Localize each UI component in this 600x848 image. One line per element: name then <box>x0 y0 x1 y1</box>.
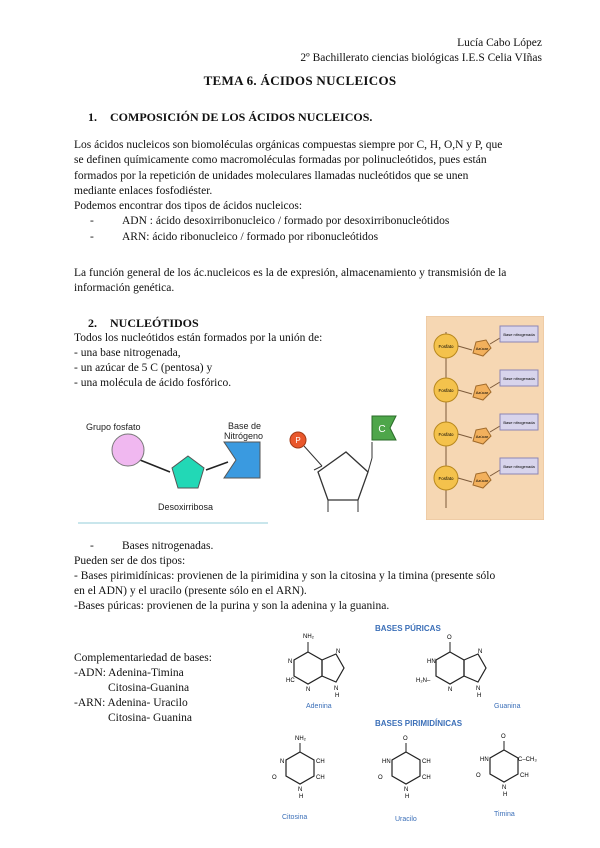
complement-arn-2: Citosina- Guanina <box>108 712 192 724</box>
adenine-h: H <box>335 693 340 699</box>
adenine-n3: N <box>306 687 311 693</box>
type-item-adn: - ADN : ácido desoxirribonucleico / formado por desoxirribonucleótidos <box>90 215 450 228</box>
paragraph-line: información genética. <box>74 282 175 295</box>
thymine-label: Timina <box>494 811 515 818</box>
paragraph-line: Los ácidos nucleicos son biomoléculas orgánicas compuestas siempre por C, H, O,N y P, que <box>74 139 503 151</box>
nucleotide-parts <box>74 331 322 391</box>
type-arn-text: ARN: ácido ribonucleico / formado por ribonucleótidos <box>122 230 379 243</box>
guanine-h2n: H₂N– <box>416 678 431 684</box>
uracil-o2: O <box>378 775 383 781</box>
cytosine-h: H <box>299 794 304 800</box>
cytosine-ch6: CH <box>316 775 325 781</box>
course-info: 2º Bachillerato ciencias biológicas I.E.S Celia VIñas <box>300 52 542 64</box>
uracil-o4: O <box>403 736 408 742</box>
section1-heading: COMPOSICIÓN DE LOS ÁCIDOS NUCLEICOS. <box>110 110 373 124</box>
complement-arn-1: -ARN: Adenina- Uracilo <box>74 697 188 709</box>
author-name: Lucía Cabo López <box>457 37 542 49</box>
cytosine-n: N <box>280 759 285 765</box>
deoxyribose-label: Desoxirribosa <box>158 502 214 512</box>
phosphate-circle <box>112 434 144 466</box>
part-item: - una molécula de ácido fosfórico. <box>74 377 232 389</box>
adenine-nh2: NH₂ <box>303 634 314 640</box>
cytosine-o: O <box>272 775 277 781</box>
base-label: Base nitrogenada <box>503 376 535 381</box>
guanine-n3: N <box>448 687 453 693</box>
purine-line: -Bases púricas: provienen de la purina y son la adenina y la guanina. <box>74 600 390 612</box>
adenine-hc: HC <box>286 678 295 684</box>
adenine-n7: N <box>336 649 341 655</box>
sugar-label: Azúcar <box>475 346 489 351</box>
cytosine-structure <box>272 736 325 821</box>
pyrimidines-title: BASES PIRIMIDÍNICAS <box>375 719 463 728</box>
part-item: - un azúcar de 5 C (pentosa) y <box>74 362 213 374</box>
guanine-n7: N <box>478 649 483 655</box>
guanine-h: H <box>477 693 482 699</box>
phosphate-label: Fosfato <box>438 344 454 349</box>
bases-item-text: Bases nitrogenadas. <box>122 540 214 552</box>
cytosine-ch5: CH <box>316 759 325 765</box>
phosphate-label: Fosfato <box>438 476 454 481</box>
base-label: Base nitrogenada <box>503 420 535 425</box>
p-letter: P <box>295 436 301 445</box>
guanine-n9: N <box>476 686 481 692</box>
paragraph-line: mediante enlaces fosfodiéster. <box>74 184 213 197</box>
pentose-ring <box>318 452 368 500</box>
base-label: Base nitrogenada <box>503 332 535 337</box>
complement-title: Complementariedad de bases: <box>74 652 212 664</box>
uracil-hn: HN <box>382 759 391 765</box>
function-paragraph <box>74 266 534 297</box>
complementarity <box>74 651 212 726</box>
nucleotide-sketch <box>284 412 414 520</box>
base-label-line1: Base de <box>228 421 262 431</box>
type-item-arn: - ARN: ácido ribonucleico / formado por ribonucleótidos <box>90 230 379 243</box>
uracil-label: Uracilo <box>395 816 417 823</box>
bases-description <box>74 554 534 614</box>
phosphate-group-label: Grupo fosfato <box>86 422 141 432</box>
phosphate-label: Fosfato <box>438 432 454 437</box>
nucleotide-components-diagram <box>78 412 268 524</box>
cytosine-nh2: NH₂ <box>295 736 306 742</box>
section2-heading: NUCLEÓTIDOS <box>110 316 199 330</box>
section1-number: 1. <box>88 110 97 124</box>
complement-adn-1: -ADN: Adenina-Timina <box>74 667 184 679</box>
paragraph-line: La función general de los ác.nucleicos es la de expresión, almacenamiento y transmisión de la <box>74 267 507 279</box>
section1-paragraph <box>74 138 534 245</box>
pyrimidine-line: en el ADN) y el uracilo (presente sólo en el ARN). <box>74 585 307 597</box>
phosphate-label: Fosfato <box>438 388 454 393</box>
thymine-hn: HN <box>480 757 489 763</box>
adenine-n1: N <box>288 659 293 665</box>
complement-adn-2: Citosina-Guanina <box>108 682 190 694</box>
section2-number: 2. <box>88 316 97 330</box>
uracil-n1: N <box>404 787 409 793</box>
base-label-line2: Nitrógeno <box>224 431 264 441</box>
part-item: - una base nitrogenada, <box>74 347 181 359</box>
guanine-o: O <box>447 635 452 641</box>
base-structures-figure <box>268 620 550 830</box>
thymine-o4: O <box>501 734 506 740</box>
thymine-o2: O <box>476 773 481 779</box>
guanine-structure <box>416 635 521 710</box>
guanine-hn: HN <box>427 659 436 665</box>
purines-title: BASES PÚRICAS <box>375 624 441 633</box>
paragraph-line: se definen químicamente como macromoléculas formadas por polinucleótidos, pues están <box>74 154 487 167</box>
bases-intro: Pueden ser de dos tipos: <box>74 555 186 567</box>
thymine-structure <box>476 734 537 818</box>
parts-intro: Todos los nucleótidos están formados por la unión de: <box>74 332 323 344</box>
nucleotide-chain-figure <box>426 316 544 520</box>
pyrimidine-line: - Bases pirimidínicas: provienen de la pirimidina y son la citosina y la timina (presente sólo <box>74 570 496 582</box>
cytosine-n1: N <box>298 787 303 793</box>
sugar-label: Azúcar <box>475 478 489 483</box>
sugar-label: Azúcar <box>475 390 489 395</box>
adenine-n9: N <box>334 686 339 692</box>
types-intro: Podemos encontrar dos tipos de ácidos nucleicos: <box>74 200 303 213</box>
type-adn-text: ADN : ácido desoxirribonucleico / formado por desoxirribonucleótidos <box>122 215 450 228</box>
thymine-h: H <box>503 792 508 798</box>
c-letter: C <box>378 424 386 435</box>
thymine-n1: N <box>502 785 507 791</box>
uracil-ch6: CH <box>422 775 431 781</box>
sugar-label: Azúcar <box>475 434 489 439</box>
uracil-structure <box>378 736 431 823</box>
uracil-ch5: CH <box>422 759 431 765</box>
adenine-structure <box>286 634 344 710</box>
paragraph-line: formados por la repetición de unidades moleculares llamadas nucleótidos que se unen <box>74 169 469 182</box>
thymine-ch6: CH <box>520 773 529 779</box>
thymine-ch3: C–CH₃ <box>518 757 537 763</box>
page-title: TEMA 6. ÁCIDOS NUCLEICOS <box>203 73 397 88</box>
guanine-label: Guanina <box>494 703 521 710</box>
cytosine-label: Citosina <box>282 814 308 821</box>
base-label: Base nitrogenada <box>503 464 535 469</box>
bases-item: - Bases nitrogenadas. <box>90 540 214 552</box>
adenine-label: Adenina <box>306 703 332 710</box>
uracil-h: H <box>405 794 410 800</box>
